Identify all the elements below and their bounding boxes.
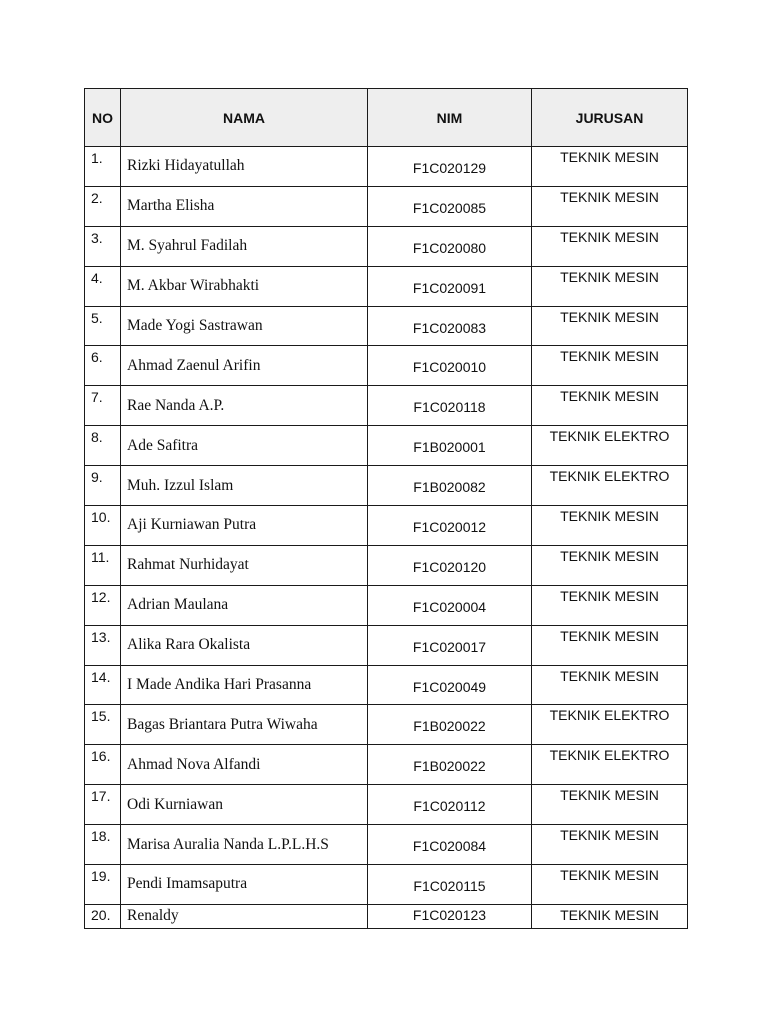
student-name: Renaldy — [121, 904, 368, 928]
student-name: Pendi Imamsaputra — [121, 865, 368, 905]
row-number: 7. — [85, 386, 121, 426]
student-nim: F1B020022 — [368, 705, 532, 745]
student-name: Alika Rara Okalista — [121, 625, 368, 665]
student-name: I Made Andika Hari Prasanna — [121, 665, 368, 705]
student-name: Ahmad Nova Alfandi — [121, 745, 368, 785]
student-jurusan: TEKNIK MESIN — [532, 865, 688, 905]
student-name: Adrian Maulana — [121, 585, 368, 625]
student-name: Made Yogi Sastrawan — [121, 306, 368, 346]
student-nim: F1C020115 — [368, 865, 532, 905]
student-nim: F1C020004 — [368, 585, 532, 625]
row-number: 6. — [85, 346, 121, 386]
row-number: 12. — [85, 585, 121, 625]
student-jurusan: TEKNIK MESIN — [532, 665, 688, 705]
student-name: M. Syahrul Fadilah — [121, 226, 368, 266]
student-jurusan: TEKNIK MESIN — [532, 186, 688, 226]
table-row — [85, 585, 688, 625]
table-row — [85, 426, 688, 466]
student-name: Rae Nanda A.P. — [121, 386, 368, 426]
row-number: 14. — [85, 665, 121, 705]
student-table — [84, 88, 688, 929]
student-nim: F1C020091 — [368, 266, 532, 306]
row-number: 2. — [85, 186, 121, 226]
table-row — [85, 147, 688, 187]
student-nim: F1C020049 — [368, 665, 532, 705]
table-row — [85, 266, 688, 306]
table-body — [85, 147, 688, 929]
student-name: Odi Kurniawan — [121, 785, 368, 825]
table-row — [85, 745, 688, 785]
student-nim: F1B020082 — [368, 466, 532, 506]
table-row — [85, 346, 688, 386]
student-nim: F1C020112 — [368, 785, 532, 825]
header-no: NO — [85, 89, 121, 147]
student-nim: F1C020083 — [368, 306, 532, 346]
student-jurusan: TEKNIK MESIN — [532, 904, 688, 928]
student-name: Rahmat Nurhidayat — [121, 545, 368, 585]
student-jurusan: TEKNIK MESIN — [532, 506, 688, 546]
student-nim: F1C020080 — [368, 226, 532, 266]
student-name: Martha Elisha — [121, 186, 368, 226]
table-row — [85, 665, 688, 705]
row-number: 4. — [85, 266, 121, 306]
student-jurusan: TEKNIK ELEKTRO — [532, 705, 688, 745]
row-number: 9. — [85, 466, 121, 506]
student-nim: F1C020120 — [368, 545, 532, 585]
student-nim: F1C020129 — [368, 147, 532, 187]
table-row — [85, 386, 688, 426]
student-jurusan: TEKNIK ELEKTRO — [532, 466, 688, 506]
student-nim: F1B020022 — [368, 745, 532, 785]
row-number: 15. — [85, 705, 121, 745]
table-header-row — [85, 89, 688, 147]
table-row — [85, 865, 688, 905]
student-jurusan: TEKNIK ELEKTRO — [532, 426, 688, 466]
student-nim: F1C020123 — [368, 904, 532, 928]
student-jurusan: TEKNIK MESIN — [532, 386, 688, 426]
table-row — [85, 625, 688, 665]
student-jurusan: TEKNIK MESIN — [532, 625, 688, 665]
table-row — [85, 466, 688, 506]
row-number: 1. — [85, 147, 121, 187]
table-row — [85, 226, 688, 266]
row-number: 10. — [85, 506, 121, 546]
row-number: 17. — [85, 785, 121, 825]
student-jurusan: TEKNIK MESIN — [532, 226, 688, 266]
student-nim: F1C020012 — [368, 506, 532, 546]
student-jurusan: TEKNIK MESIN — [532, 585, 688, 625]
student-name: Aji Kurniawan Putra — [121, 506, 368, 546]
header-nim: NIM — [368, 89, 532, 147]
table-row — [85, 825, 688, 865]
table-row — [85, 904, 688, 928]
header-jurusan: JURUSAN — [532, 89, 688, 147]
student-name: Ahmad Zaenul Arifin — [121, 346, 368, 386]
student-name: Marisa Auralia Nanda L.P.L.H.S — [121, 825, 368, 865]
student-jurusan: TEKNIK MESIN — [532, 306, 688, 346]
row-number: 8. — [85, 426, 121, 466]
student-name: Ade Safitra — [121, 426, 368, 466]
student-nim: F1C020085 — [368, 186, 532, 226]
student-nim: F1C020010 — [368, 346, 532, 386]
table-row — [85, 306, 688, 346]
student-nim: F1C020017 — [368, 625, 532, 665]
row-number: 20. — [85, 904, 121, 928]
student-name: Rizki Hidayatullah — [121, 147, 368, 187]
header-nama: NAMA — [121, 89, 368, 147]
student-jurusan: TEKNIK MESIN — [532, 147, 688, 187]
row-number: 5. — [85, 306, 121, 346]
student-nim: F1C020118 — [368, 386, 532, 426]
table-row — [85, 785, 688, 825]
student-jurusan: TEKNIK MESIN — [532, 346, 688, 386]
student-nim: F1C020084 — [368, 825, 532, 865]
student-name: M. Akbar Wirabhakti — [121, 266, 368, 306]
student-jurusan: TEKNIK MESIN — [532, 266, 688, 306]
student-jurusan: TEKNIK ELEKTRO — [532, 745, 688, 785]
student-name: Bagas Briantara Putra Wiwaha — [121, 705, 368, 745]
row-number: 18. — [85, 825, 121, 865]
row-number: 13. — [85, 625, 121, 665]
table-row — [85, 186, 688, 226]
student-nim: F1B020001 — [368, 426, 532, 466]
student-jurusan: TEKNIK MESIN — [532, 785, 688, 825]
table-row — [85, 705, 688, 745]
table-row — [85, 545, 688, 585]
student-jurusan: TEKNIK MESIN — [532, 545, 688, 585]
student-name: Muh. Izzul Islam — [121, 466, 368, 506]
row-number: 3. — [85, 226, 121, 266]
row-number: 11. — [85, 545, 121, 585]
row-number: 19. — [85, 865, 121, 905]
student-jurusan: TEKNIK MESIN — [532, 825, 688, 865]
table-row — [85, 506, 688, 546]
row-number: 16. — [85, 745, 121, 785]
